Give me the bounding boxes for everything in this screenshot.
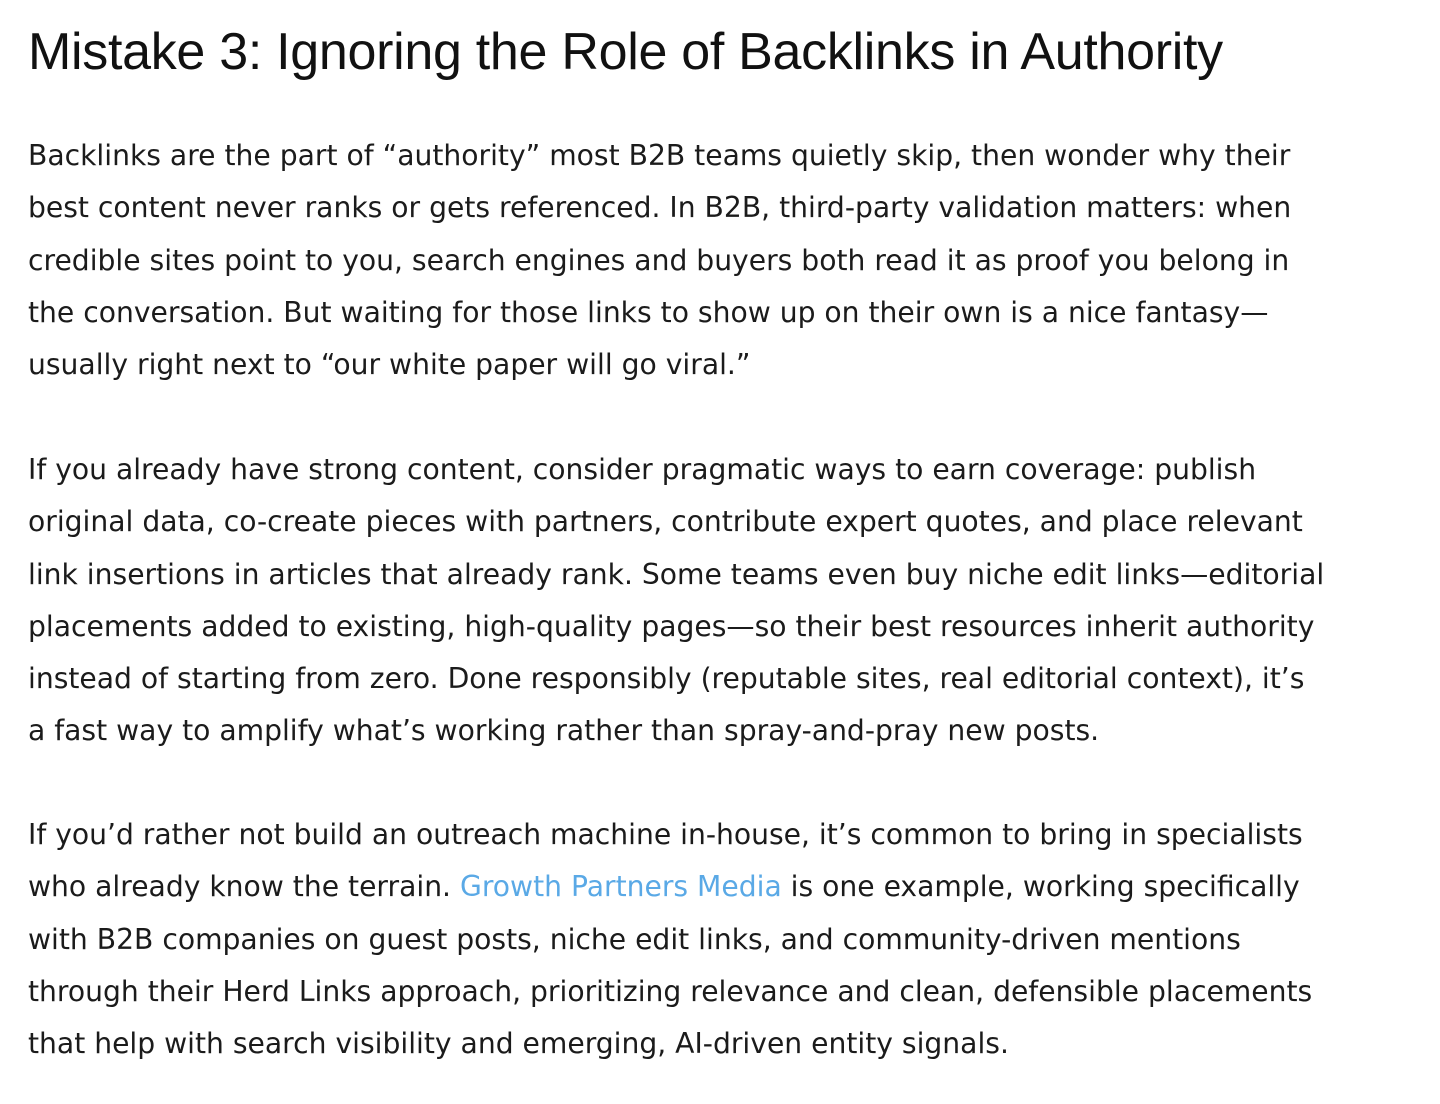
growth-partners-media-link[interactable]: Growth Partners Media bbox=[459, 870, 782, 904]
paragraph-line: that help with search visibility and emerging, AI-driven entity signals. bbox=[28, 1027, 1009, 1061]
paragraph-line: usually right next to “our white paper will go viral.” bbox=[28, 348, 751, 382]
paragraph-line: placements added to existing, high-quality pages—so their best resources inherit authority bbox=[28, 609, 1315, 643]
paragraph-line: instead of starting from zero. Done responsibly (reputable sites, real editorial context), it’s bbox=[28, 662, 1305, 696]
paragraph-line: link insertions in articles that already rank. Some teams even buy niche edit links—editorial bbox=[28, 557, 1325, 591]
paragraph-line: a fast way to amplify what’s working rather than spray-and-pray new posts. bbox=[28, 714, 1100, 748]
paragraph-line: with B2B companies on guest posts, niche edit links, and community-driven mentions bbox=[28, 922, 1241, 956]
text-segment: who already know the terrain. bbox=[28, 870, 460, 904]
text-segment: is one example, working specifically bbox=[781, 870, 1300, 904]
paragraph-earning-coverage bbox=[28, 444, 1324, 758]
paragraph-specialists bbox=[28, 809, 1312, 1070]
paragraph-backlinks-intro bbox=[28, 130, 1291, 391]
article-title: Mistake 3: Ignoring the Role of Backlinks in Authority bbox=[28, 23, 1223, 81]
paragraph-line: best content never ranks or gets referenced. In B2B, third-party validation matters: when bbox=[28, 191, 1292, 225]
paragraph-line: original data, co-create pieces with partners, contribute expert quotes, and place relevant bbox=[28, 505, 1303, 539]
paragraph-line: If you’d rather not build an outreach machine in-house, it’s common to bring in specialists bbox=[28, 818, 1303, 851]
paragraph-line: through their Herd Links approach, prioritizing relevance and clean, defensible placements bbox=[28, 974, 1313, 1008]
article bbox=[28, 0, 1428, 1061]
paragraph-line-with-link bbox=[28, 861, 1312, 913]
paragraph-line: Backlinks are the part of “authority” most B2B teams quietly skip, then wonder why their bbox=[28, 139, 1291, 172]
paragraph-line: credible sites point to you, search engines and buyers both read it as proof you belong in bbox=[28, 243, 1290, 277]
paragraph-line: If you already have strong content, consider pragmatic ways to earn coverage: publish bbox=[28, 453, 1257, 486]
paragraph-line: the conversation. But waiting for those links to show up on their own is a nice fantasy— bbox=[28, 295, 1269, 329]
